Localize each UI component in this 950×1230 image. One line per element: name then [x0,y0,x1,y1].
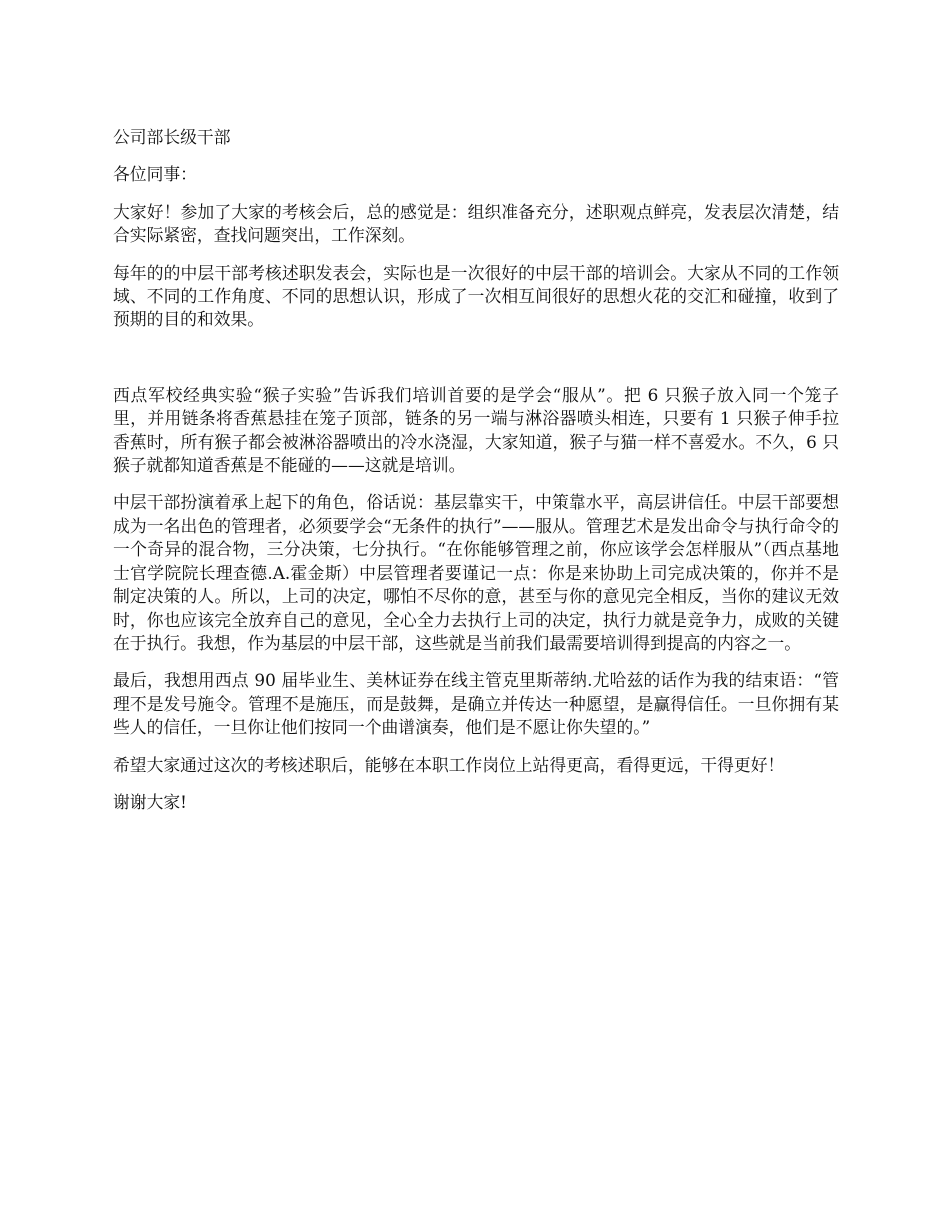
paragraph-middle-management: 中层干部扮演着承上起下的角色，俗话说：基层靠实干，中策靠水平，高层讲信任。中层干部要想成为一名出色的管理者，必须要学会“无条件的执行”——服从。管理艺术是发出命令与执行命令的一个奇异的混合物，三分决策，七分执行。“在你能够管理之前，你应该学会怎样服从”（西点基地士官学院院长理查德.A.霍金斯）中层管理者要谨记一点：你是来协助上司完成决策的，你并不是制定决策的人。所以，上司的决定，哪怕不尽你的意，甚至与你的意见完全相反，当你的建议无效时，你也应该完全放弃自己的意见，全心全力去执行上司的决定，执行力就是竞争力，成败的关键在于执行。我想，作为基层的中层干部，这些就是当前我们最需要培训得到提高的内容之一。 [113,492,839,653]
document-page [113,126,839,814]
paragraph-hope: 希望大家通过这次的考核述职后，能够在本职工作岗位上站得更高，看得更远，干得更好！ [113,754,785,775]
paragraph-closing-quote: 最后，我想用西点 90 届毕业生、美林证券在线主管克里斯蒂纳.尤哈兹的话作为我的结束语：“管理不是发号施令。管理不是施压，而是鼓舞，是确立并传达一种愿望，是赢得信任。一旦你拥有某些人的信任，一旦你让他们按同一个曲谱演奏，他们是不愿让你失望的。” [113,670,839,738]
paragraph-monkey-experiment: 西点军校经典实验“猴子实验”告诉我们培训首要的是学会“服从”。把 6 只猴子放入同一个笼子里，并用链条将香蕉悬挂在笼子顶部，链条的另一端与淋浴器喷头相连，只要有 1 只猴子伸手拉香蕉时，所有猴子都会被淋浴器喷出的冷水浇湿，大家知道，猴子与猫一样不喜爱水。不久，6 只猴子就都知道香蕉是不能碰的——这就是培训。 [113,384,839,476]
closing-thanks: 谢谢大家! [113,791,187,812]
salutation: 各位同事： [113,164,197,185]
document-heading: 公司部长级干部 [113,127,231,147]
paragraph-review-meeting: 每年的的中层干部考核述职发表会，实际也是一次很好的中层干部的培训会。大家从不同的工作领域、不同的工作角度、不同的思想认识，形成了一次相互间很好的思想火花的交汇和碰撞，收到了预期的目的和效果。 [113,262,839,330]
paragraph-greeting: 大家好！参加了大家的考核会后，总的感觉是：组织准备充分，述职观点鲜亮，发表层次清楚，结合实际紧密，查找问题突出，工作深刻。 [113,201,839,246]
